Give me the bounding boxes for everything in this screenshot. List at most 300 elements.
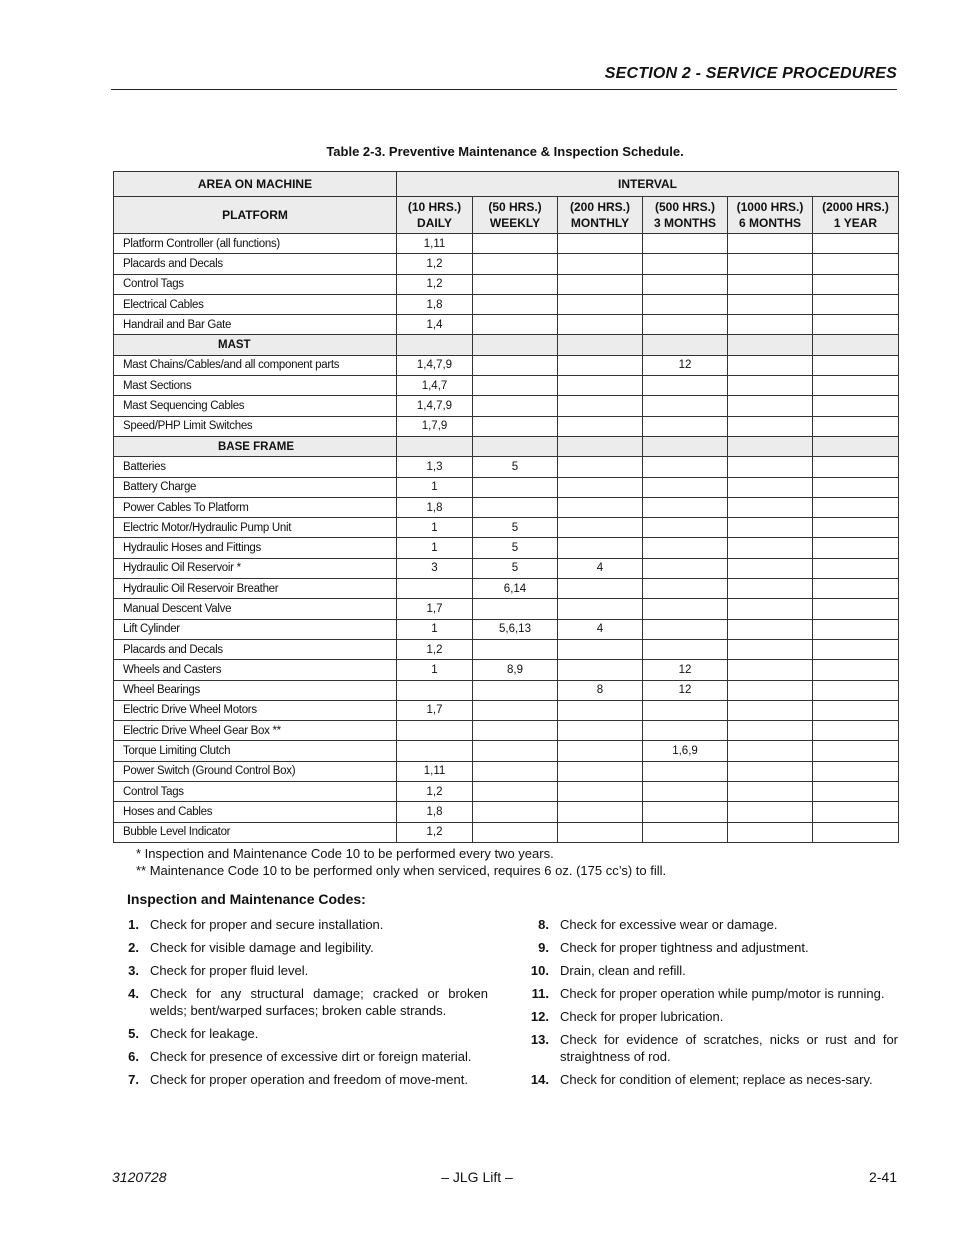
area-cell: Lift Cylinder bbox=[114, 619, 397, 639]
interval-cell bbox=[558, 802, 643, 822]
interval-column-header: (200 HRS.) MONTHLY bbox=[558, 197, 643, 234]
interval-cell bbox=[643, 822, 728, 842]
interval-cell bbox=[643, 315, 728, 335]
interval-cell bbox=[643, 396, 728, 416]
interval-cell bbox=[728, 518, 813, 538]
table-row bbox=[114, 741, 899, 761]
interval-cell bbox=[813, 619, 899, 639]
interval-cell bbox=[813, 416, 899, 436]
interval-cell bbox=[473, 802, 558, 822]
interval-cell bbox=[728, 721, 813, 741]
interval-cell: 1 bbox=[397, 477, 473, 497]
interval-cell: 1,4,7 bbox=[397, 376, 473, 396]
table-cell bbox=[813, 335, 899, 355]
interval-cell bbox=[813, 234, 899, 254]
area-cell: Manual Descent Valve bbox=[114, 599, 397, 619]
code-number: 12. bbox=[530, 1009, 549, 1024]
code-text: Check for condition of element; replace as neces-sary. bbox=[560, 1072, 873, 1087]
codes-title: Inspection and Maintenance Codes: bbox=[127, 891, 366, 907]
interval-cell bbox=[728, 497, 813, 517]
interval-cell: 1,2 bbox=[397, 254, 473, 274]
interval-cell bbox=[728, 355, 813, 375]
code-number: 6. bbox=[128, 1049, 139, 1064]
interval-cell bbox=[643, 234, 728, 254]
interval-cell bbox=[728, 416, 813, 436]
interval-cell: 1,8 bbox=[397, 497, 473, 517]
interval-cell: 12 bbox=[643, 660, 728, 680]
interval-column-header: (50 HRS.) WEEKLY bbox=[473, 197, 558, 234]
interval-cell bbox=[473, 355, 558, 375]
area-cell: Power Cables To Platform bbox=[114, 497, 397, 517]
table-row bbox=[114, 680, 899, 700]
interval-cell bbox=[643, 619, 728, 639]
interval-cell bbox=[558, 518, 643, 538]
interval-cell bbox=[643, 294, 728, 314]
area-cell: Electric Drive Wheel Gear Box ** bbox=[114, 721, 397, 741]
interval-cell bbox=[728, 234, 813, 254]
interval-cell: 5 bbox=[473, 457, 558, 477]
interval-cell bbox=[643, 254, 728, 274]
area-cell: Mast Sections bbox=[114, 376, 397, 396]
interval-cell bbox=[728, 294, 813, 314]
area-cell: Wheels and Casters bbox=[114, 660, 397, 680]
interval-cell bbox=[728, 477, 813, 497]
code-number: 1. bbox=[128, 917, 139, 932]
page-number: 2-41 bbox=[868, 1169, 897, 1185]
interval-cell bbox=[558, 660, 643, 680]
interval-cell bbox=[558, 822, 643, 842]
section-title: SECTION 2 - SERVICE PROCEDURES bbox=[604, 65, 897, 82]
table-cell bbox=[643, 436, 728, 456]
area-cell: Power Switch (Ground Control Box) bbox=[114, 761, 397, 781]
interval-cell bbox=[643, 538, 728, 558]
table-row bbox=[114, 457, 899, 477]
interval-cell bbox=[728, 396, 813, 416]
interval-column-header: (500 HRS.) 3 MONTHS bbox=[643, 197, 728, 234]
interval-cell bbox=[728, 782, 813, 802]
code-number: 14. bbox=[530, 1072, 549, 1087]
interval-cell bbox=[558, 234, 643, 254]
code-text: Check for leakage. bbox=[150, 1026, 259, 1041]
table-row bbox=[114, 274, 899, 294]
code-item bbox=[522, 939, 898, 956]
interval-cell bbox=[813, 558, 899, 578]
interval-cell bbox=[728, 376, 813, 396]
interval-cell bbox=[558, 254, 643, 274]
table-row bbox=[114, 639, 899, 659]
area-cell: Speed/PHP Limit Switches bbox=[114, 416, 397, 436]
table-caption: Table 2-3. Preventive Maintenance & Inspection Schedule. bbox=[326, 144, 684, 159]
area-cell: Placards and Decals bbox=[114, 254, 397, 274]
table-row bbox=[114, 294, 899, 314]
area-cell: Electrical Cables bbox=[114, 294, 397, 314]
interval-cell bbox=[813, 680, 899, 700]
footnote: ** Maintenance Code 10 to be performed only when serviced, requires 6 oz. (175 cc’s) to fill. bbox=[136, 863, 667, 878]
interval-cell: 1 bbox=[397, 619, 473, 639]
interval-cell bbox=[728, 599, 813, 619]
platform-header: PLATFORM bbox=[114, 197, 397, 234]
code-number: 10. bbox=[530, 963, 549, 978]
interval-cell bbox=[813, 639, 899, 659]
interval-cell: 1,8 bbox=[397, 294, 473, 314]
interval-cell bbox=[473, 822, 558, 842]
interval-cell: 5 bbox=[473, 538, 558, 558]
code-item bbox=[522, 962, 898, 979]
codes-list-left bbox=[112, 916, 488, 1094]
interval-cell bbox=[813, 254, 899, 274]
interval-cell bbox=[728, 558, 813, 578]
interval-cell bbox=[558, 477, 643, 497]
interval-header: INTERVAL bbox=[397, 172, 899, 197]
area-cell: Control Tags bbox=[114, 782, 397, 802]
code-text: Check for proper fluid level. bbox=[150, 963, 309, 978]
code-text: Check for excessive wear or damage. bbox=[560, 917, 778, 932]
interval-cell bbox=[558, 579, 643, 599]
interval-cell bbox=[558, 741, 643, 761]
interval-cell: 1 bbox=[397, 660, 473, 680]
area-cell: Bubble Level Indicator bbox=[114, 822, 397, 842]
interval-cell bbox=[813, 538, 899, 558]
interval-cell bbox=[728, 802, 813, 822]
interval-cell bbox=[473, 315, 558, 335]
interval-cell bbox=[728, 741, 813, 761]
code-text: Check for proper operation while pump/motor is running. bbox=[560, 986, 885, 1001]
interval-cell: 4 bbox=[558, 619, 643, 639]
table-cell bbox=[558, 335, 643, 355]
code-item bbox=[112, 939, 488, 956]
interval-cell: 4 bbox=[558, 558, 643, 578]
area-cell: Hydraulic Oil Reservoir * bbox=[114, 558, 397, 578]
section-label: MAST bbox=[114, 335, 397, 355]
code-item bbox=[112, 985, 488, 1019]
interval-cell bbox=[728, 274, 813, 294]
code-text: Check for any structural damage; cracked or broken welds; bent/warped surfaces; broken cable strands. bbox=[150, 986, 488, 1018]
interval-cell bbox=[558, 700, 643, 720]
interval-cell bbox=[643, 518, 728, 538]
interval-cell bbox=[473, 234, 558, 254]
interval-cell bbox=[813, 457, 899, 477]
interval-cell bbox=[473, 396, 558, 416]
interval-cell bbox=[558, 355, 643, 375]
interval-cell bbox=[473, 416, 558, 436]
interval-cell bbox=[473, 680, 558, 700]
area-cell: Hoses and Cables bbox=[114, 802, 397, 822]
area-cell: Control Tags bbox=[114, 274, 397, 294]
code-number: 8. bbox=[538, 917, 549, 932]
interval-cell bbox=[728, 457, 813, 477]
table-cell bbox=[728, 436, 813, 456]
code-text: Drain, clean and refill. bbox=[560, 963, 686, 978]
interval-cell bbox=[643, 579, 728, 599]
table-cell bbox=[643, 335, 728, 355]
interval-cell: 1,3 bbox=[397, 457, 473, 477]
interval-column-header: (10 HRS.) DAILY bbox=[397, 197, 473, 234]
interval-cell bbox=[473, 782, 558, 802]
interval-cell bbox=[728, 315, 813, 335]
interval-cell bbox=[643, 274, 728, 294]
interval-cell bbox=[643, 416, 728, 436]
interval-cell bbox=[643, 700, 728, 720]
interval-cell: 1,8 bbox=[397, 802, 473, 822]
area-cell: Mast Chains/Cables/and all component parts bbox=[114, 355, 397, 375]
interval-cell bbox=[473, 700, 558, 720]
interval-cell bbox=[813, 477, 899, 497]
table-cell bbox=[558, 436, 643, 456]
interval-cell bbox=[728, 660, 813, 680]
code-text: Check for proper tightness and adjustment. bbox=[560, 940, 809, 955]
code-item bbox=[112, 1025, 488, 1042]
interval-cell bbox=[728, 761, 813, 781]
interval-cell: 1,4,7,9 bbox=[397, 396, 473, 416]
table-row bbox=[114, 376, 899, 396]
area-cell: Hydraulic Hoses and Fittings bbox=[114, 538, 397, 558]
code-text: Check for visible damage and legibility. bbox=[150, 940, 374, 955]
table-row bbox=[114, 761, 899, 781]
table-cell bbox=[397, 335, 473, 355]
section-row bbox=[114, 436, 899, 456]
section-row bbox=[114, 335, 899, 355]
table-row bbox=[114, 396, 899, 416]
table-header-row bbox=[114, 172, 899, 197]
interval-cell bbox=[643, 639, 728, 659]
interval-cell: 3 bbox=[397, 558, 473, 578]
area-cell: Placards and Decals bbox=[114, 639, 397, 659]
interval-cell bbox=[813, 741, 899, 761]
interval-cell bbox=[643, 477, 728, 497]
interval-cell bbox=[643, 721, 728, 741]
area-cell: Batteries bbox=[114, 457, 397, 477]
code-item bbox=[522, 985, 898, 1002]
interval-cell bbox=[813, 782, 899, 802]
code-text: Check for presence of excessive dirt or foreign material. bbox=[150, 1049, 472, 1064]
area-cell: Electric Motor/Hydraulic Pump Unit bbox=[114, 518, 397, 538]
code-number: 9. bbox=[538, 940, 549, 955]
interval-cell bbox=[558, 396, 643, 416]
code-number: 13. bbox=[530, 1032, 549, 1047]
table-row bbox=[114, 497, 899, 517]
interval-cell bbox=[728, 700, 813, 720]
interval-cell: 5 bbox=[473, 558, 558, 578]
table-row bbox=[114, 721, 899, 741]
code-number: 2. bbox=[128, 940, 139, 955]
interval-cell bbox=[473, 599, 558, 619]
interval-cell bbox=[643, 782, 728, 802]
interval-cell bbox=[473, 721, 558, 741]
code-item bbox=[522, 916, 898, 933]
interval-cell bbox=[728, 579, 813, 599]
interval-cell: 1,6,9 bbox=[643, 741, 728, 761]
table-row bbox=[114, 315, 899, 335]
interval-cell bbox=[813, 497, 899, 517]
area-cell: Wheel Bearings bbox=[114, 680, 397, 700]
interval-cell bbox=[728, 822, 813, 842]
header-divider bbox=[111, 89, 897, 90]
interval-cell: 6,14 bbox=[473, 579, 558, 599]
interval-cell bbox=[813, 700, 899, 720]
table-row bbox=[114, 579, 899, 599]
interval-cell bbox=[558, 294, 643, 314]
interval-cell: 1,7,9 bbox=[397, 416, 473, 436]
code-number: 4. bbox=[128, 986, 139, 1001]
code-number: 7. bbox=[128, 1072, 139, 1087]
table-row bbox=[114, 234, 899, 254]
interval-cell: 1,2 bbox=[397, 822, 473, 842]
interval-cell bbox=[643, 558, 728, 578]
area-cell: Torque Limiting Clutch bbox=[114, 741, 397, 761]
codes-list-right bbox=[522, 916, 898, 1094]
interval-cell bbox=[473, 639, 558, 659]
interval-cell: 5,6,13 bbox=[473, 619, 558, 639]
table-row bbox=[114, 822, 899, 842]
table-cell bbox=[473, 436, 558, 456]
table-row bbox=[114, 660, 899, 680]
interval-cell bbox=[558, 599, 643, 619]
area-cell: Platform Controller (all functions) bbox=[114, 234, 397, 254]
interval-cell bbox=[813, 376, 899, 396]
interval-cell bbox=[643, 376, 728, 396]
interval-cell bbox=[643, 761, 728, 781]
interval-cell bbox=[813, 315, 899, 335]
interval-cell bbox=[558, 497, 643, 517]
interval-cell: 1,2 bbox=[397, 274, 473, 294]
interval-cell bbox=[558, 416, 643, 436]
interval-cell bbox=[473, 376, 558, 396]
table-row bbox=[114, 416, 899, 436]
interval-cell bbox=[643, 599, 728, 619]
interval-cell: 8 bbox=[558, 680, 643, 700]
interval-cell bbox=[643, 802, 728, 822]
area-cell: Battery Charge bbox=[114, 477, 397, 497]
interval-cell bbox=[397, 579, 473, 599]
table-subheader-row bbox=[114, 197, 899, 234]
code-number: 3. bbox=[128, 963, 139, 978]
interval-cell bbox=[473, 477, 558, 497]
section-label: BASE FRAME bbox=[114, 436, 397, 456]
interval-cell bbox=[813, 761, 899, 781]
interval-cell bbox=[473, 497, 558, 517]
code-text: Check for proper lubrication. bbox=[560, 1009, 724, 1024]
interval-cell bbox=[473, 294, 558, 314]
table-row bbox=[114, 518, 899, 538]
code-item bbox=[522, 1031, 898, 1065]
code-item bbox=[112, 962, 488, 979]
interval-cell bbox=[558, 315, 643, 335]
table-row bbox=[114, 538, 899, 558]
code-text: Check for proper and secure installation. bbox=[150, 917, 384, 932]
interval-cell: 12 bbox=[643, 355, 728, 375]
interval-cell: 12 bbox=[643, 680, 728, 700]
interval-cell bbox=[473, 254, 558, 274]
area-cell: Hydraulic Oil Reservoir Breather bbox=[114, 579, 397, 599]
interval-cell bbox=[397, 721, 473, 741]
interval-cell: 8,9 bbox=[473, 660, 558, 680]
interval-cell bbox=[813, 599, 899, 619]
code-item bbox=[112, 1071, 488, 1088]
interval-cell bbox=[813, 396, 899, 416]
table-row bbox=[114, 254, 899, 274]
interval-column-header: (1000 HRS.) 6 MONTHS bbox=[728, 197, 813, 234]
code-item bbox=[522, 1008, 898, 1025]
interval-cell bbox=[728, 639, 813, 659]
interval-column-header: (2000 HRS.) 1 YEAR bbox=[813, 197, 899, 234]
interval-cell bbox=[558, 721, 643, 741]
interval-cell: 1,2 bbox=[397, 782, 473, 802]
interval-cell bbox=[473, 741, 558, 761]
area-header: AREA ON MACHINE bbox=[114, 172, 397, 197]
interval-cell bbox=[813, 274, 899, 294]
interval-cell bbox=[558, 761, 643, 781]
interval-cell bbox=[728, 619, 813, 639]
footnote: * Inspection and Maintenance Code 10 to be performed every two years. bbox=[136, 846, 554, 861]
interval-cell: 1,7 bbox=[397, 599, 473, 619]
table-row bbox=[114, 802, 899, 822]
interval-cell bbox=[643, 457, 728, 477]
interval-cell bbox=[558, 639, 643, 659]
interval-cell: 1,7 bbox=[397, 700, 473, 720]
interval-cell bbox=[813, 294, 899, 314]
table-cell bbox=[728, 335, 813, 355]
table-cell bbox=[473, 335, 558, 355]
footnotes bbox=[136, 845, 666, 879]
code-text: Check for proper operation and freedom of move-ment. bbox=[150, 1072, 468, 1087]
interval-cell: 1,4,7,9 bbox=[397, 355, 473, 375]
interval-cell bbox=[813, 660, 899, 680]
interval-cell bbox=[813, 802, 899, 822]
interval-cell bbox=[558, 376, 643, 396]
area-cell: Mast Sequencing Cables bbox=[114, 396, 397, 416]
interval-cell: 1,11 bbox=[397, 234, 473, 254]
code-item bbox=[112, 916, 488, 933]
table-row bbox=[114, 558, 899, 578]
code-item bbox=[522, 1071, 898, 1088]
interval-cell bbox=[813, 721, 899, 741]
table-body bbox=[114, 234, 899, 843]
interval-cell bbox=[728, 254, 813, 274]
code-number: 11. bbox=[531, 986, 549, 1001]
interval-cell bbox=[643, 497, 728, 517]
interval-cell bbox=[813, 355, 899, 375]
interval-cell bbox=[558, 782, 643, 802]
table-cell bbox=[397, 436, 473, 456]
code-number: 5. bbox=[128, 1026, 139, 1041]
code-text: Check for evidence of scratches, nicks or rust and for straightness of rod. bbox=[560, 1032, 898, 1064]
interval-cell: 1 bbox=[397, 518, 473, 538]
interval-cell bbox=[397, 680, 473, 700]
interval-cell: 1,4 bbox=[397, 315, 473, 335]
table-row bbox=[114, 619, 899, 639]
interval-cell bbox=[558, 538, 643, 558]
interval-cell: 1,11 bbox=[397, 761, 473, 781]
interval-cell bbox=[397, 741, 473, 761]
table-row bbox=[114, 477, 899, 497]
interval-cell bbox=[473, 761, 558, 781]
table-row bbox=[114, 599, 899, 619]
area-cell: Handrail and Bar Gate bbox=[114, 315, 397, 335]
table-row bbox=[114, 355, 899, 375]
interval-cell bbox=[728, 538, 813, 558]
table-row bbox=[114, 700, 899, 720]
interval-cell bbox=[473, 274, 558, 294]
interval-cell bbox=[558, 274, 643, 294]
interval-cell bbox=[813, 518, 899, 538]
area-cell: Electric Drive Wheel Motors bbox=[114, 700, 397, 720]
interval-cell bbox=[813, 579, 899, 599]
footer-brand: – JLG Lift – bbox=[441, 1169, 513, 1185]
interval-cell: 1,2 bbox=[397, 639, 473, 659]
interval-cell: 5 bbox=[473, 518, 558, 538]
interval-cell: 1 bbox=[397, 538, 473, 558]
interval-cell bbox=[558, 457, 643, 477]
